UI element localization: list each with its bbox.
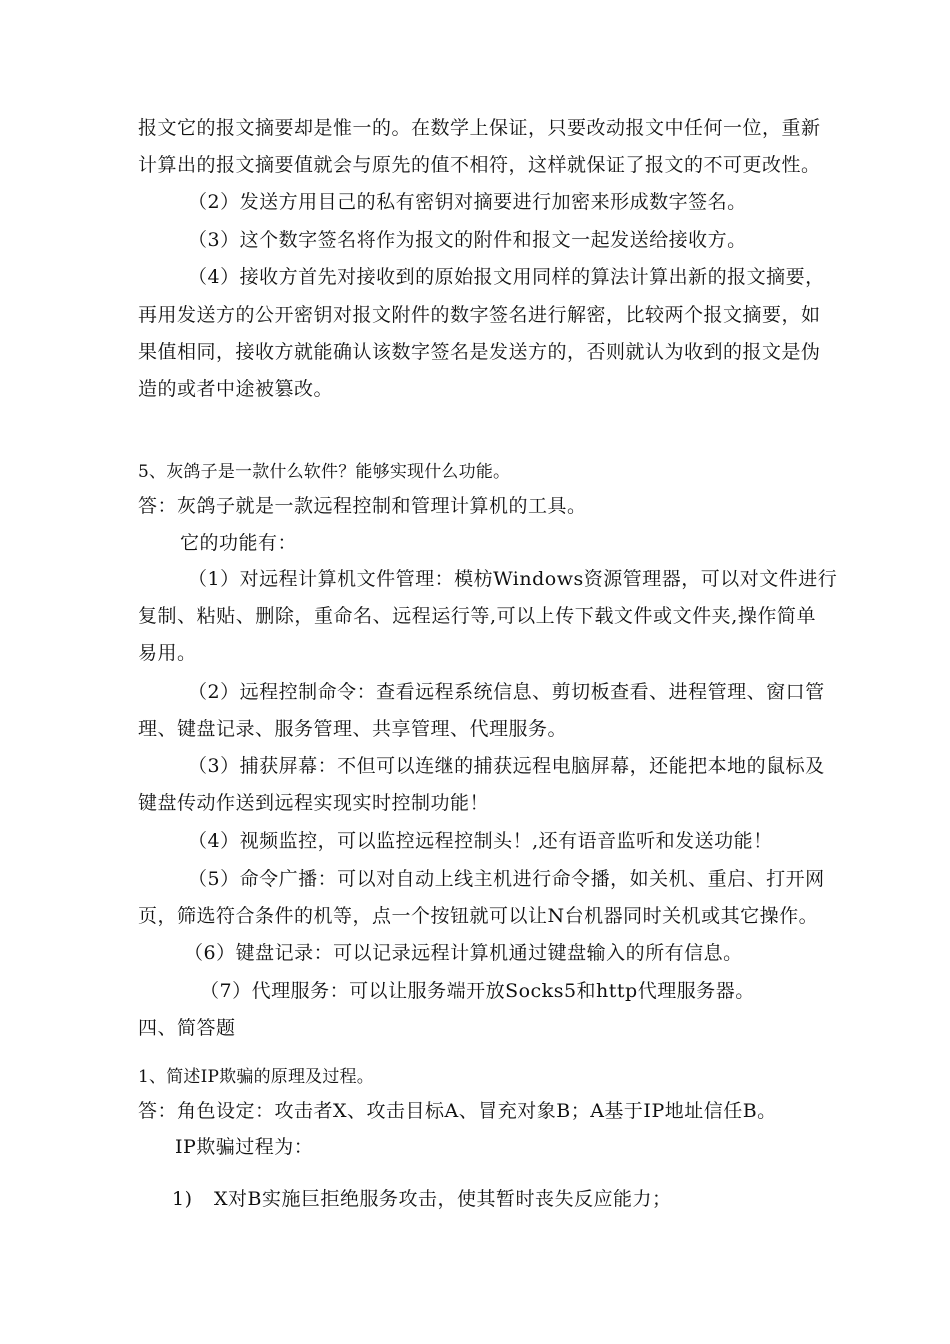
paragraph-line: 造的或者中途被篡改。 <box>138 378 334 400</box>
paragraph-line: （2）发送方用目己的私有密钥对摘要进行加密来形成数字签名。 <box>188 191 747 213</box>
answer-line: 答：角色设定：攻击者X、攻击目标A、冒充对象B；A基于IP地址信任B。 <box>138 1100 777 1122</box>
list-item-text: X对B实施巨拒绝服务攻击，使其暂时丧失反应能力； <box>214 1188 672 1210</box>
paragraph-line: （3）捕获屏幕：不但可以连继的捕获远程电脑屏幕，还能把本地的鼠标及 <box>188 755 825 777</box>
paragraph-line: （3）这个数字签名将作为报文的附件和报文一起发送给接收方。 <box>188 229 747 251</box>
question-heading: 5、灰鸽子是一款什么软件？能够实现什么功能。 <box>138 462 511 482</box>
paragraph-line: （5）命令广播：可以对自动上线主机进行命令播，如关机、重启、打开网 <box>188 868 825 890</box>
paragraph-line: 复制、粘贴、删除，重命名、远程运行等,可以上传下载文件或文件夹,操作简单 <box>138 605 816 627</box>
section-heading: 四、简答题 <box>138 1017 236 1039</box>
paragraph-line: 键盘传动作送到远程实现实时控制功能！ <box>138 792 490 814</box>
paragraph-line: （1）对远程计算机文件管理：模枋Windows资源管理器，可以对文件进行 <box>188 568 838 590</box>
paragraph-line: 果值相同，接收方就能确认该数字签名是发送方的，否则就认为收到的报文是伪 <box>138 341 821 363</box>
paragraph-line: （4）接收方首先对接收到的原始报文用同样的算法计算出新的报文摘要， <box>188 266 825 288</box>
paragraph-line: 理、键盘记录、服务管理、共享管理、代理服务。 <box>138 718 568 740</box>
paragraph-line: （4）视频监控，可以监控远程控制头！,还有语音监听和发送功能！ <box>188 830 773 852</box>
paragraph-line: 页，筛选符合条件的机等，点一个按钮就可以让N台机器同时关机或其它操作。 <box>138 905 819 927</box>
paragraph-line: （7）代理服务：可以让服务端开放Socks5和http代理服务器。 <box>200 980 755 1002</box>
paragraph-line: 计算出的报文摘要值就会与原先的值不相符，这样就保证了报文的不可更改性。 <box>138 154 821 176</box>
question-heading: 1、简述IP欺骗的原理及过程。 <box>138 1067 374 1087</box>
answer-line: 答：灰鸽子就是一款远程控制和管理计算机的工具。 <box>138 495 587 517</box>
paragraph-line: 再用发送方的公开密钥对报文附件的数字签名进行解密，比较两个报文摘要，如 <box>138 304 821 326</box>
paragraph-line: （6）键盘记录：可以记录远程计算机通过键盘输入的所有信息。 <box>184 942 743 964</box>
paragraph-line: 它的功能有： <box>180 532 298 554</box>
paragraph-line: IP欺骗过程为： <box>175 1136 314 1158</box>
list-item-number: 1) <box>172 1188 193 1210</box>
paragraph-line: （2）远程控制命令：查看远程系统信息、剪切板查看、进程管理、窗口管 <box>188 681 825 703</box>
paragraph-line: 报文它的报文摘要却是惟一的。在数学上保证，只要改动报文中任何一位，重新 <box>138 117 821 139</box>
paragraph-line: 易用。 <box>138 642 197 664</box>
